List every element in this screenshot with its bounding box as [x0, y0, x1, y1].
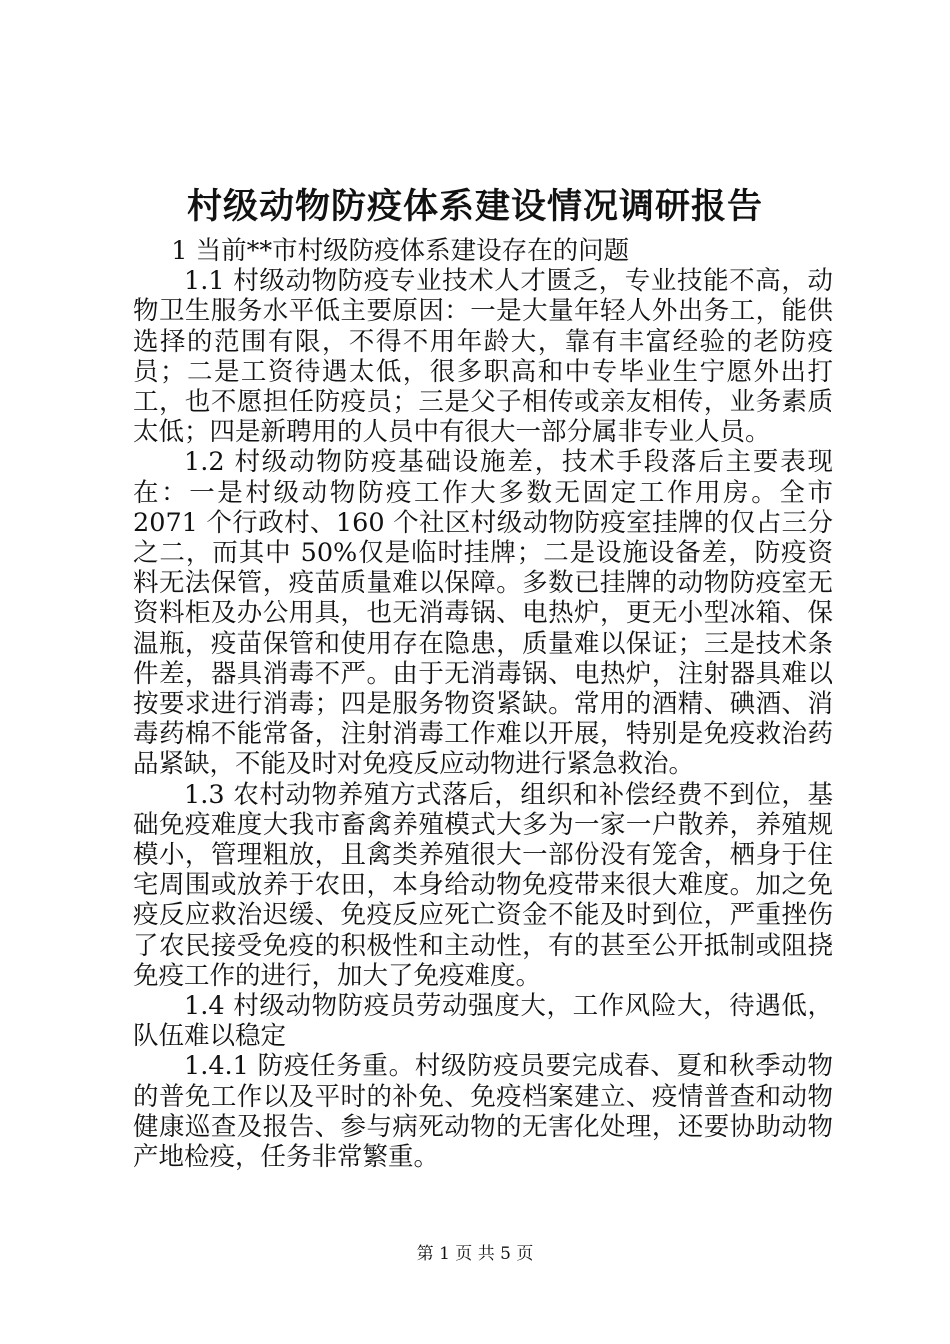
- page-footer: 第 1 页 共 5 页: [416, 1244, 534, 1264]
- paragraph-1-3: 1.3 农村动物养殖方式落后，组织和补偿经费不到位，基础免疫难度大我市畜禽养殖模式大多为一家一户散养，养殖规模小，管理粗放，且禽类养殖很大一部份没有笼舍，栖身于住宅周围或放养于农田，本身给动物免疫带来很大难度。加之免疫反应救治迟缓、免疫反应死亡资金不能及时到位，严重挫伤了农民接受免疫的积极性和主动性，有的甚至公开抵制或阻挠免疫工作的进行，加大了免疫难度。: [133, 779, 833, 991]
- paragraph-1-1: 1.1 村级动物防疫专业技术人才匮乏，专业技能不高，动物卫生服务水平低主要原因：一是大量年轻人外出务工，能供选择的范围有限，不得不用年龄大，靠有丰富经验的老防疫员；二是工资待遇太低，很多职高和中专毕业生宁愿外出打工，也不愿担任防疫员；三是父子相传或亲友相传，业务素质太低；四是新聘用的人员中有很大一部分属非专业人员。: [133, 266, 833, 448]
- section-heading-1: 1 当前**市村级防疫体系建设存在的问题: [171, 236, 630, 266]
- paragraph-1-2: 1.2 村级动物防疫基础设施差，技术手段落后主要表现在：一是村级动物防疫工作大多数无固定工作用房。全市 2071 个行政村、160 个社区村级动物防疫室挂牌的仅占三分之二，而其中 50%仅是临时挂牌；二是设施设备差，防疫资料无法保管，疫苗质量难以保障。多数已挂牌的动物防疫室无资料柜及办公用具，也无消毒锅、电热炉，更无小型冰箱、保温瓶，疫苗保管和使用存在隐患，质量难以保证；三是技术条件差，器具消毒不严。由于无消毒锅、电热炉，注射器具难以按要求进行消毒；四是服务物资紧缺。常用的酒精、碘酒、消毒药棉不能常备，注射消毒工作难以开展，特别是免疫救治药品紧缺，不能及时对免疫反应动物进行紧急救治。: [133, 447, 833, 780]
- paragraph-1-4-1: 1.4.1 防疫任务重。村级防疫员要完成春、夏和秋季动物的普免工作以及平时的补免、免疫档案建立、疫情普查和动物健康巡查及报告、参与病死动物的无害化处理，还要协助动物产地检疫，任务非常繁重。: [133, 1051, 833, 1173]
- paragraph-1-4: 1.4 村级动物防疫员劳动强度大，工作风险大，待遇低，队伍难以稳定: [133, 991, 833, 1052]
- document-title: 村级动物防疫体系建设情况调研报告: [186, 186, 763, 227]
- document-body: [133, 236, 833, 1172]
